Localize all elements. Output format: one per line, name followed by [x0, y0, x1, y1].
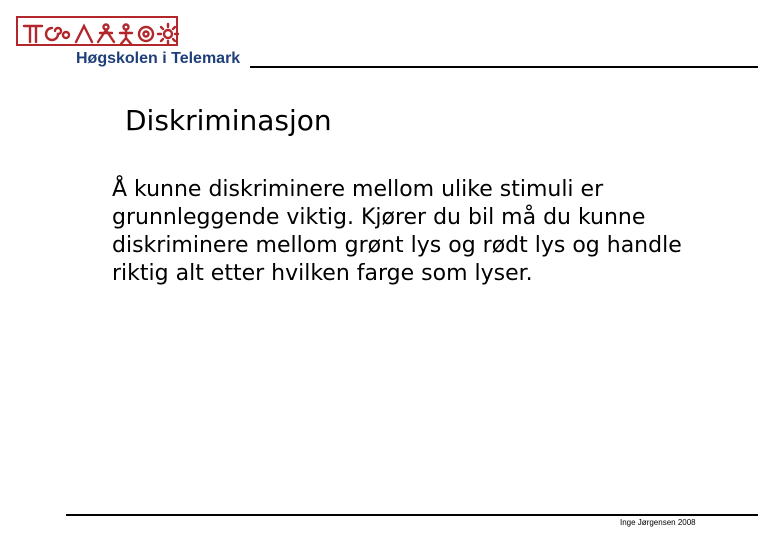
header-divider — [250, 66, 758, 68]
school-logo — [16, 16, 178, 46]
slide-body-text: Å kunne diskriminere mellom ulike stimuli er grunnleggende viktig. Kjører du bil må du kunne diskriminere mellom grønt lys og rødt lys og handle riktig alt etter hvilken farge som lyser. — [112, 177, 682, 286]
school-name: Høgskolen i Telemark — [76, 50, 241, 67]
slide-title: Diskriminasjon — [125, 104, 332, 137]
rock-carving-symbols-icon — [18, 18, 180, 48]
footer-divider — [66, 514, 758, 516]
footer-author: Inge Jørgensen 2008 — [620, 518, 696, 527]
